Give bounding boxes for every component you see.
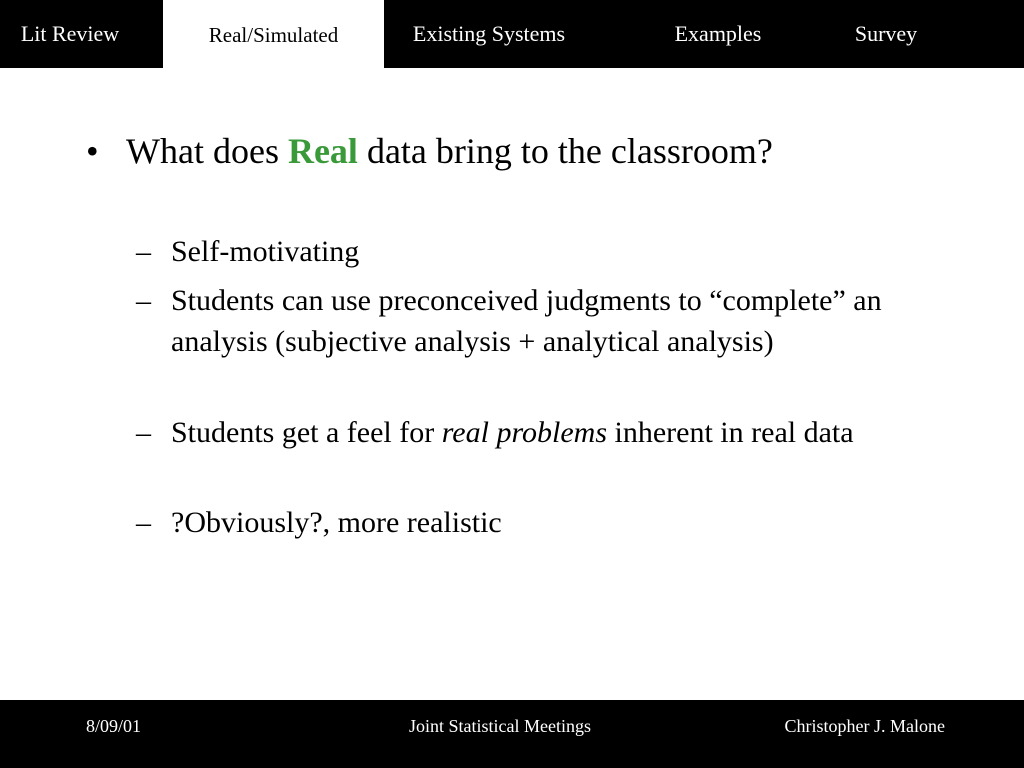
dash-glyph: – [136, 416, 151, 449]
dash-glyph: – [136, 284, 151, 317]
footer-conference: Joint Statistical Meetings [409, 716, 591, 736]
tab-existing-systems[interactable]: Existing Systems [412, 21, 566, 46]
bullet-glyph: • [86, 131, 99, 171]
top-nav-bar [0, 0, 1024, 68]
main-bullet-after: data bring to the classroom? [357, 131, 773, 171]
sub-bullet-text: Self-motivating [171, 235, 360, 268]
tab-real-simulated[interactable]: Real/Simulated [163, 0, 384, 68]
tab-lit-review[interactable]: Lit Review [20, 21, 120, 46]
footer-date: 8/09/01 [86, 716, 142, 736]
sub-bullet-before: Students get a feel for [171, 416, 442, 449]
tab-survey[interactable]: Survey [854, 21, 918, 46]
dash-glyph: – [136, 506, 151, 539]
tab-examples[interactable]: Examples [674, 21, 762, 46]
main-bullet-before: What does [126, 131, 288, 171]
main-bullet-highlight: Real [287, 131, 358, 171]
footer-bar [0, 700, 1024, 768]
sub-bullet-italic: real problems [441, 416, 608, 449]
main-bullet-text [126, 129, 773, 173]
sub-bullet-text [171, 412, 896, 453]
dash-glyph: – [136, 235, 151, 268]
sub-bullet-text: Students can use preconceived judgments to “complete” an analysis (subjective analysis + analytical analysis) [171, 284, 882, 358]
sub-bullet-after: inherent in real data [607, 416, 854, 449]
footer-author: Christopher J. Malone [784, 716, 945, 736]
sub-bullet-text: ?Obviously?, more realistic [171, 506, 502, 539]
